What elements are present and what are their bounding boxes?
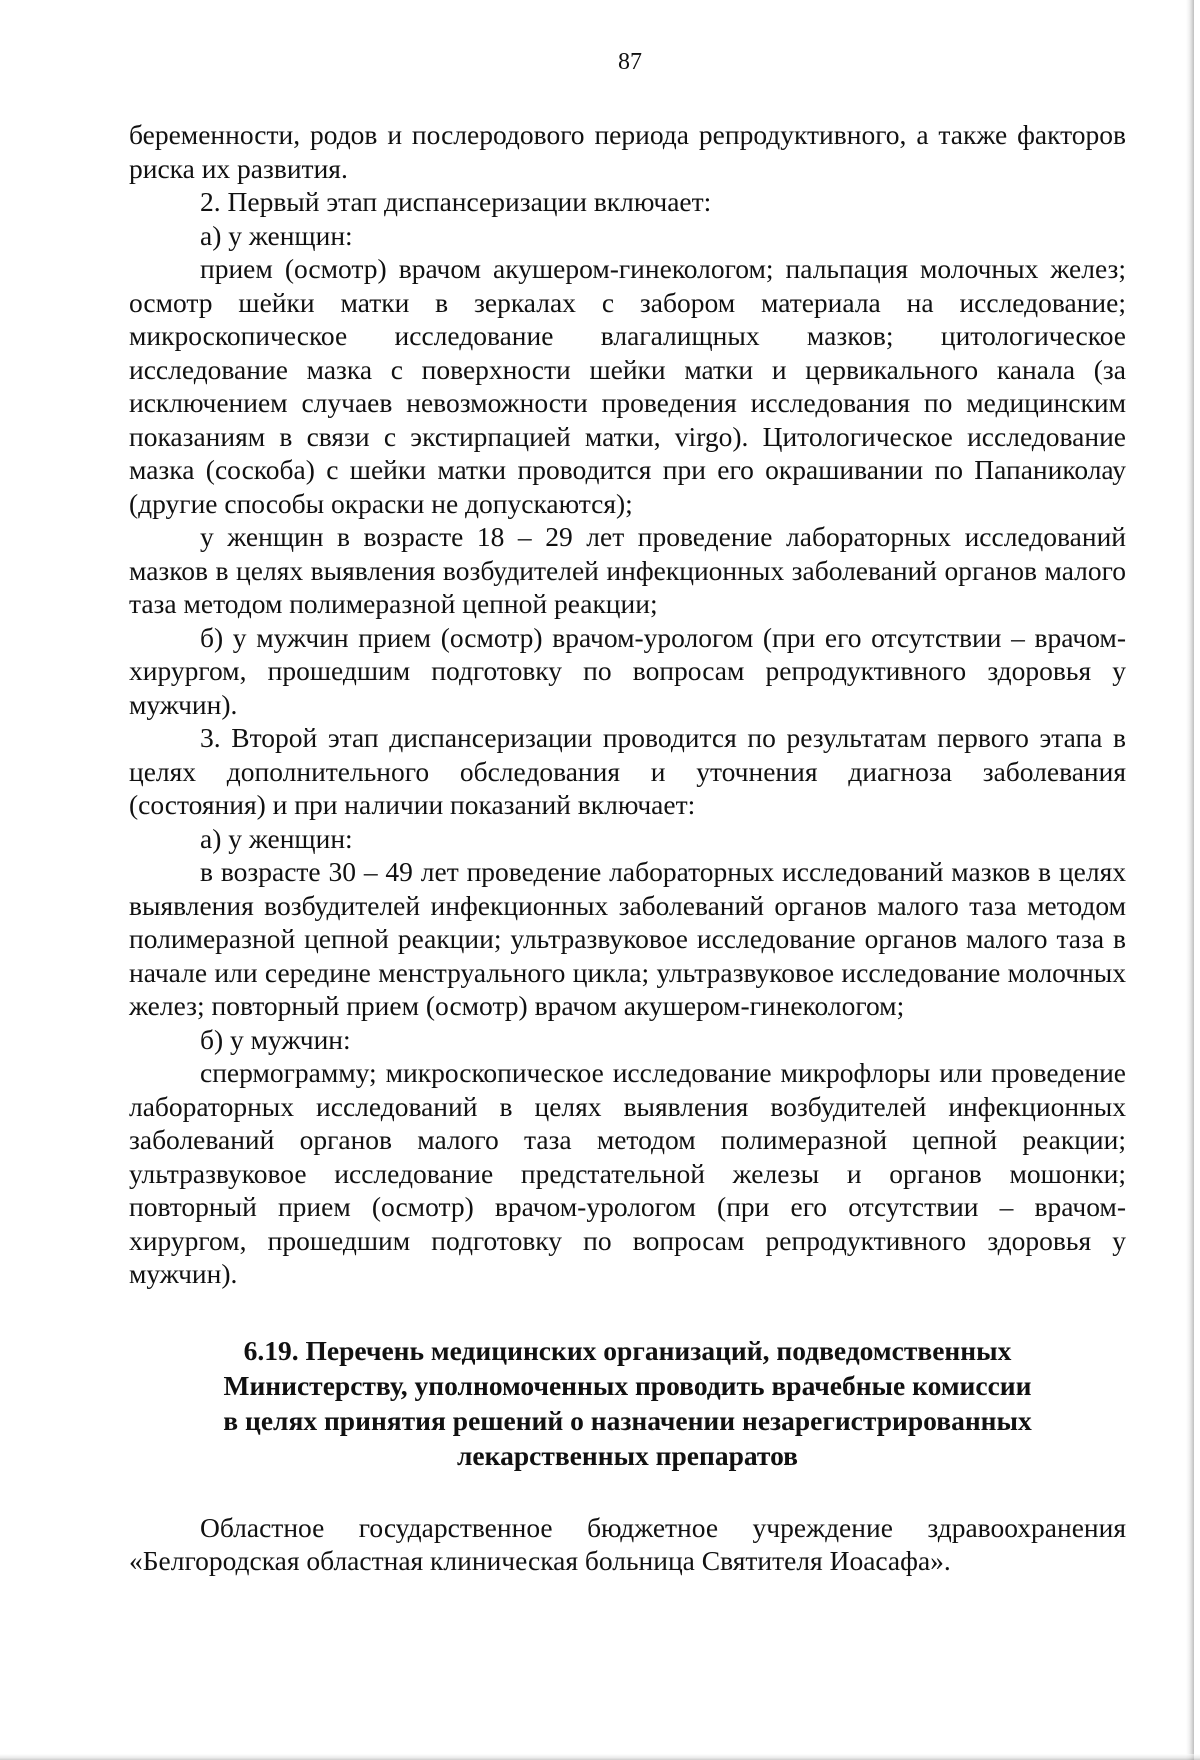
paragraph-item-2: 2. Первый этап диспансеризации включает:	[200, 186, 712, 217]
paragraph-women-18-29: у женщин в возрасте 18 – 29 лет проведение лабораторных исследований мазков в целях выявления возбудителей инфекционных заболеваний органов малого таза методом полимеразной цепной реакции;	[129, 521, 1126, 619]
document-body	[129, 118, 1126, 1578]
paragraph-women-stage1: а) у женщин:	[200, 219, 353, 251]
heading-line: в целях принятия решений о назначении незарегистрированных	[223, 1404, 1032, 1436]
scan-edge-bottom	[0, 1754, 1200, 1760]
scan-edge-right	[1186, 0, 1194, 1760]
paragraph-continuation: беременности, родов и послеродового периода репродуктивного, а также факторов риска их развития.	[129, 119, 1126, 184]
section-heading	[129, 1333, 1126, 1473]
paragraph-women-30-49: в возрасте 30 – 49 лет проведение лабораторных исследований мазков в целях выявления возбудителей инфекционных заболеваний органов малого таза методом полимеразной цепной реакции; ультразвуковое исследование органов малого таза в начале или середине менструального цикла; ультразвуковое исследование молочных желез; повторный прием (осмотр) врачом акушером-гинекологом;	[129, 856, 1126, 1021]
paragraph-women-stage2: а) у женщин:	[200, 822, 353, 854]
heading-line: 6.19. Перечень медицинских организаций, подведомственных	[243, 1334, 1012, 1366]
paragraph-women-exam: прием (осмотр) врачом акушером-гинекологом; пальпация молочных желез; осмотр шейки матки в зеркалах с забором материала на исследование; микроскопическое исследование влагалищных мазков; цитологическое исследование мазка с поверхности шейки матки и цервикального канала (за исключением случаев невозможности проведения исследования по медицинским показаниям в связи с экстирпацией матки, virgo). Цитологическое исследование мазка (соскоба) с шейки матки проводится при его окрашивании по Папаниколау (другие способы окраски не допускаются);	[129, 253, 1126, 519]
paragraph-item-3: 3. Второй этап диспансеризации проводится по результатам первого этапа в целях дополнительного обследования и уточнения диагноза заболевания (состояния) и при наличии показаний включает:	[129, 722, 1126, 820]
heading-line: лекарственных препаратов	[457, 1439, 798, 1471]
paragraph-men-exam: спермограмму; микроскопическое исследование микрофлоры или проведение лабораторных исследований в целях выявления возбудителей инфекционных заболеваний органов малого таза методом полимеразной цепной реакции; ультразвуковое исследование предстательной железы и органов мошонки; повторный прием (осмотр) врачом-урологом (при его отсутствии – врачом-хирургом, прошедшим подготовку по вопросам репродуктивного здоровья у мужчин).	[129, 1057, 1126, 1289]
paragraph-men-stage2: б) у мужчин:	[200, 1023, 351, 1055]
heading-line: Министерству, уполномоченных проводить врачебные комиссии	[223, 1369, 1032, 1401]
paragraph-men-stage1: б) у мужчин прием (осмотр) врачом-урологом (при его отсутствии – врачом-хирургом, прошедшим подготовку по вопросам репродуктивного здоровья у мужчин).	[129, 621, 1126, 720]
page-number: 87	[618, 49, 642, 75]
organization-name: Областное государственное бюджетное учреждение здравоохранения «Белгородская областная клиническая больница Святителя Иоасафа».	[129, 1511, 1126, 1576]
